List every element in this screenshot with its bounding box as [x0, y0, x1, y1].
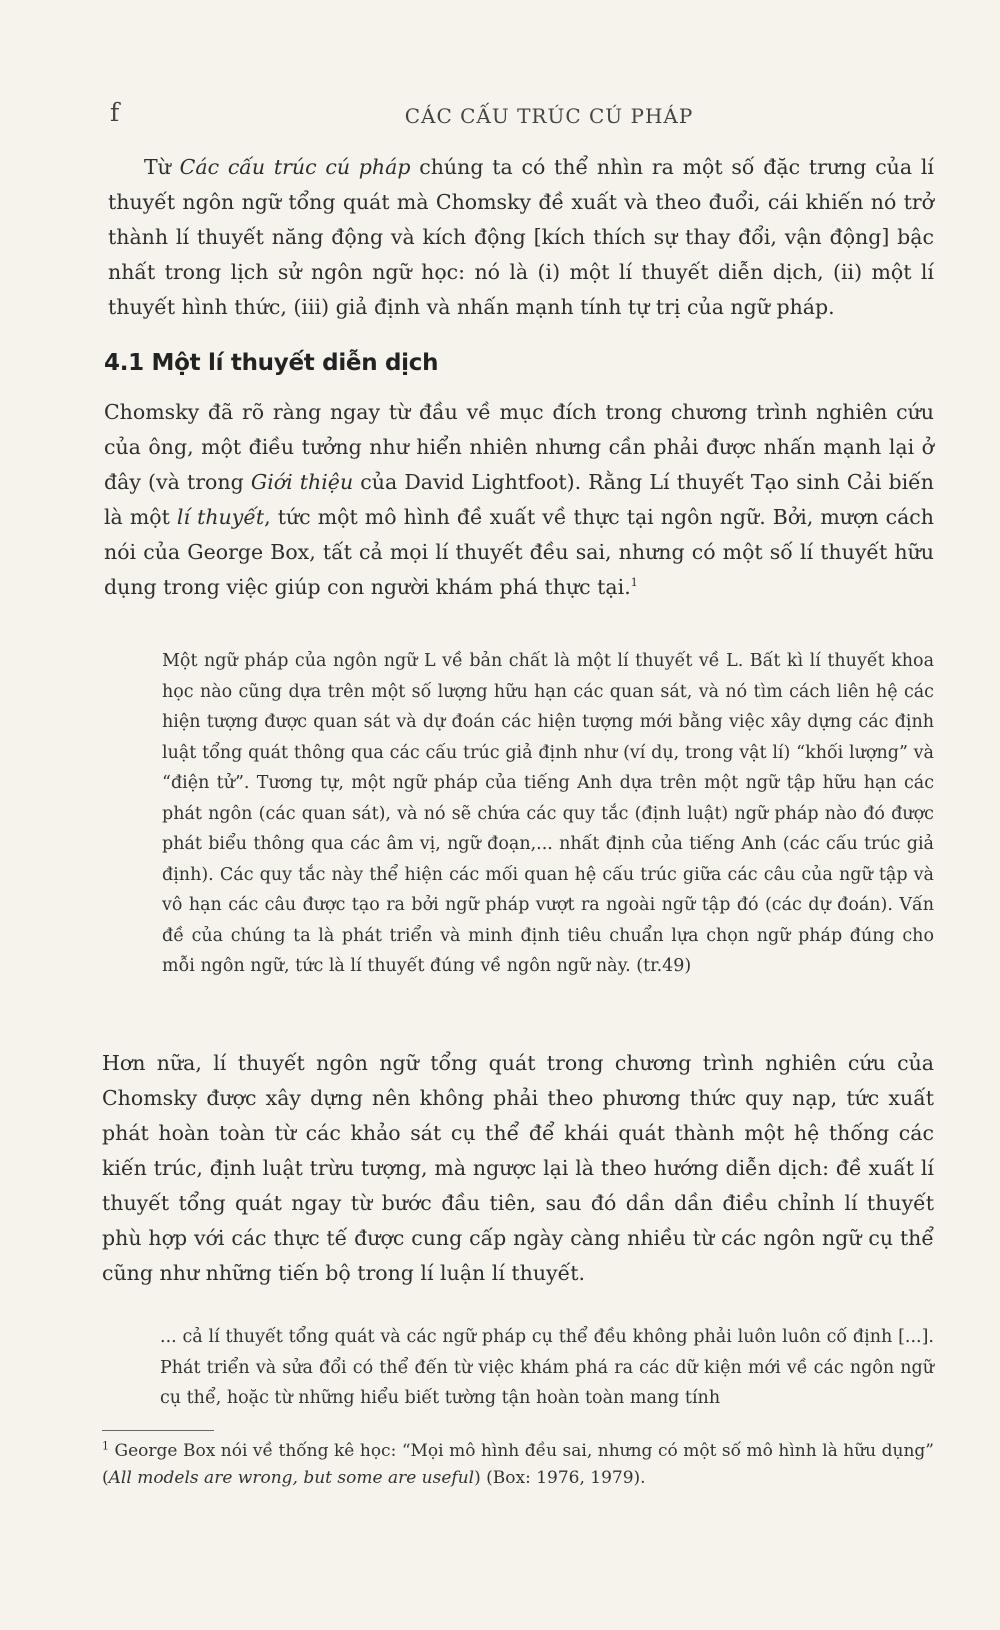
block-quote-2: ... cả lí thuyết tổng quát và các ngữ pháp cụ thể đều không phải luôn luôn cố định [...]. Phát triển và sửa đổi có thể đến từ việc khám phá ra các dữ kiện mới về các ngôn ngữ cụ thể, hoặc từ những hiểu biết tường tận hoàn toàn mang tính — [160, 1327, 934, 1408]
footnote-text-1: George Box nói về thống kê học: “Mọi mô hình đều sai, nhưng có một số mô hình là hữu dụng” ( — [102, 1441, 934, 1488]
body-paragraph-2: Hơn nữa, lí thuyết ngôn ngữ tổng quát trong chương trình nghiên cứu của Chomsky được xây dựng nên không phải theo phương thức quy nạp, tức xuất phát hoàn toàn từ các khảo sát cụ thể để khái quát thành một hệ thống các kiến trúc, định luật trừu tượng, mà ngược lại là theo hướng diễn dịch: đề xuất lí thuyết tổng quát ngay từ bước đầu tiên, sau đó dần dần điều chỉnh lí thuyết phù hợp với các thực tế được cung cấp ngày càng nhiều từ các ngôn ngữ cụ thể cũng như những tiến bộ trong lí luận lí thuyết. — [102, 1051, 934, 1285]
intro-text-2: chúng ta có thể nhìn ra một số đặc trưng của lí thuyết ngôn ngữ tổng quát mà Chomsky đề xuất và theo đuổi, cái khiến nó trở thành lí thuyết năng động và kích động [kích thích sự thay đổi, vận động] bậc nhất trong lịch sử ngôn ngữ học: nó là (i) một lí thuyết diễn dịch, (ii) một lí thuyết hình thức, (iii) giả định và nhấn mạnh tính tự trị của ngữ pháp. — [108, 155, 934, 319]
p2-italic-1: Giới thiệu — [250, 470, 354, 494]
footnote-italic: All models are wrong, but some are useful — [108, 1468, 475, 1488]
intro-paragraph — [108, 150, 934, 325]
body-paragraph-1 — [104, 395, 934, 605]
section-heading: 4.1 Một lí thuyết diễn dịch — [104, 350, 439, 376]
block-quote-1: Một ngữ pháp của ngôn ngữ L về bản chất là một lí thuyết về L. Bất kì lí thuyết khoa học nào cũng dựa trên một số lượng hữu hạn các quan sát, và nó tìm cách liên hệ các hiện tượng được quan sát và dự đoán các hiện tượng mới bằng việc xây dựng các định luật tổng quát thông qua các cấu trúc giả định như (ví dụ, trong vật lí) “khối lượng” và “điện tử”. Tương tự, một ngữ pháp của tiếng Anh dựa trên một ngữ tập hữu hạn các phát ngôn (các quan sát), và nó sẽ chứa các quy tắc (định luật) ngữ pháp nào đó được phát biểu thông qua các âm vị, ngữ đoạn,... nhất định của tiếng Anh (các cấu trúc giả định). Các quy tắc này thể hiện các mối quan hệ cấu trúc giữa các câu của ngữ tập và vô hạn các câu được tạo ra bởi ngữ pháp vượt ra ngoài ngữ tập đó (các dự đoán). Vấn đề của chúng ta là phát triển và minh định tiêu chuẩn lựa chọn ngữ pháp đúng cho mỗi ngôn ngữ, tức là lí thuyết đúng về ngôn ngữ này. (tr.49) — [162, 651, 934, 976]
p2-text-1: Chomsky đã rõ ràng ngay từ đầu về mục đích trong chương trình nghiên cứu của ông, một điều tưởng như hiển nhiên nhưng cần phải được nhấn mạnh lại ở đây (và trong — [104, 400, 934, 494]
footnote-marker: 1 — [102, 1439, 109, 1453]
footnote-divider — [102, 1430, 214, 1431]
footnote — [102, 1438, 934, 1492]
running-title: CÁC CẤU TRÚC CÚ PHÁP — [404, 104, 694, 128]
footnote-reference: 1 — [630, 576, 638, 590]
p2-text-2: của David Lightfoot). Rằng Lí thuyết Tạo sinh Cải biến là một — [104, 470, 935, 529]
page-number: f — [110, 98, 120, 127]
p2-italic-2: lí thuyết — [176, 505, 265, 529]
footnote-text-2: ) (Box: 1976, 1979). — [474, 1468, 646, 1488]
page-header — [110, 98, 948, 138]
p2-text-3: , tức một mô hình đề xuất về thực tại ngôn ngữ. Bởi, mượn cách nói của George Box, tất cả mọi lí thuyết đều sai, nhưng có một số lí thuyết hữu dụng trong việc giúp con người khám phá thực tại. — [104, 505, 934, 599]
book-title-italic: Các cấu trúc cú pháp — [179, 155, 411, 179]
intro-text-1: Từ — [144, 155, 180, 179]
